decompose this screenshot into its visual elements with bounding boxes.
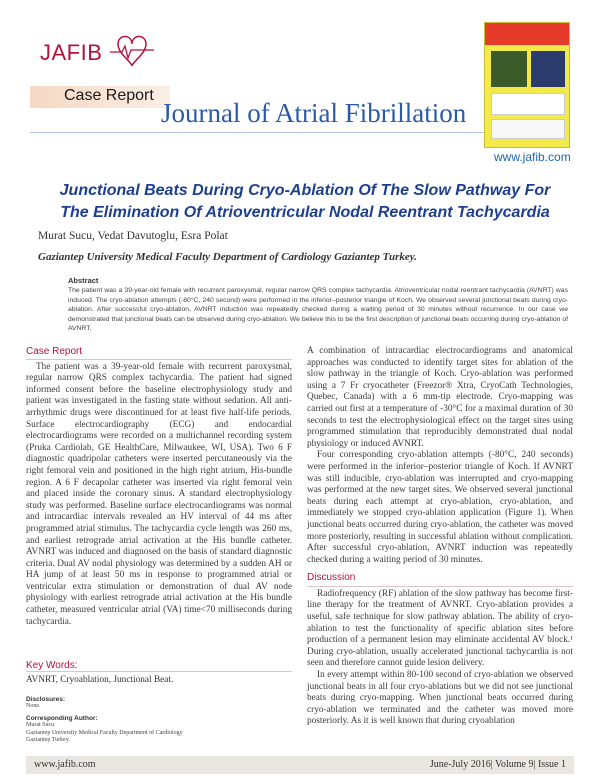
affiliation: Gaziantep University Medical Faculty Department of Cardiology Gaziantep Turkey. <box>38 251 417 263</box>
discussion-divider <box>307 586 573 587</box>
body-paragraph-3: Radiofrequency (RF) ablation of the slow pathway has become first-line therapy for the treatment of AVNRT. Cryo-ablation provides a useful, safe technique for slow pathway ablation. The ability of cryo-ablation to test the functionality of specific ablation sites before production of a permanent lesion may eliminate accidental AV block.¹ During cryo-ablation, usually accelerated junctional tachycardia is not seen and therefore cannot guide lesion delivery. <box>307 588 573 669</box>
header-divider <box>30 132 505 133</box>
corresponding-city: Gaziantep Turkey. <box>26 737 70 744</box>
cover-image-4 <box>491 119 565 139</box>
journal-cover-thumbnail <box>484 22 570 148</box>
disclosures-text: None. <box>26 703 41 710</box>
right-column <box>307 346 573 728</box>
journal-logo <box>38 28 158 78</box>
section-divider <box>26 359 292 360</box>
corresponding-name: Murat Sucu <box>26 722 55 729</box>
case-report-heading: Case Report <box>26 346 83 357</box>
logo-text: JAFIB <box>40 40 103 65</box>
left-column <box>26 346 292 628</box>
cover-image-1 <box>491 51 527 87</box>
cover-image-2 <box>531 51 565 87</box>
body-paragraph-2: Four corresponding cryo-ablation attempts (-80°C, 240 seconds) were performed in the inferior–posterior triangle of Koch. If AVNRT was still inducible, cryo-ablation was interrupted and cryo-mapping was performed at the new target sites. We observed several junctional beats during each attempt at cryo-ablation, cryo-ablation, and immediately we stopped cryo-ablation application (Figure 1). When junctional beats occurred during cryo-ablation, the catheter was moved more posteriorly, resulting in successful ablation without complication. After successful cryo-ablation, AVNRT induction was repeatedly checked during a waiting period of 30 minutes. <box>307 450 573 565</box>
article-type-tag <box>30 86 170 108</box>
keywords-heading: Key Words: <box>26 660 78 671</box>
footer-issue-info: June-July 2016| Volume 9| Issue 1 <box>429 759 566 770</box>
keywords-section <box>26 660 292 685</box>
abstract-heading: Abstract <box>68 276 99 285</box>
journal-title: Journal of Atrial Fibrillation <box>161 98 467 128</box>
header-site-link[interactable]: www.jafib.com <box>494 150 571 164</box>
corresponding-heading: Corresponding Author: <box>26 714 98 722</box>
keywords-text: AVNRT, Cryoablation, Junctional Beat. <box>26 675 174 685</box>
case-report-text: The patient was a 39-year-old female with recurrent paroxysmal, regular narrow QRS complex tachycardia. The patient had signed informed consent before the baseline electrophysiology study and patient was investigated in the fasting state without sedation. All anti-arrhythmic drugs were discontinued for at least five half-life periods. Surface electrocardiography (ECG) and endocardial electrocardiograms were recorded on a multichannel recording system (Pruka Cardiolab, GE HealthCare, Milwaukee, WI, USA). Two 6 F diagnostic quadripolar catheters were inserted percutaneously via the right femoral vein and positioned in the high right atrium, His-bundle region. A 6 F decapolar catheter was inserted via right femoral vein and placed inside the coronary sinus. A standard electrophysiology study was performed. Baseline surface electrocardiograms was normal and intracardiac intervals revealed an HV interval of 44 ms after programmed atrial stimulus. The tachycardia cycle length was 260 ms, and earliest retrograde atrial activation at the His bundle catheter. AVNRT was induced and diagnosed on the basis of standard diagnostic criteria. Dual AV nodal physiology was determined by a sudden AH or HA jump of at least 50 ms in response to programmed atrial or ventricular extra stimulation or demonstration of dual AV node physiology with earliest retrograde atrial activation at the His bundle catheter, measured ventricular atrial (VA) time<70 milliseconds during tachycardia. <box>26 361 292 627</box>
article-title-line-2: The Elimination Of Atrioventricular Nodal Reentrant Tachycardia <box>60 204 550 221</box>
page-footer <box>26 756 574 774</box>
heart-icon <box>108 30 156 70</box>
keywords-divider <box>26 671 292 672</box>
article-title-line-1: Junctional Beats During Cryo-Ablation Of The Slow Pathway For <box>59 182 551 199</box>
footer-site-link[interactable]: www.jafib.com <box>34 759 96 770</box>
body-paragraph-1: A combination of intracardiac electrocardiograms and anatomical approaches was conducted to identify target sites for ablation of the slow pathway in the triangle of Koch. Cryo-ablation was performed using a 7 Fr cryocatheter (Freezor® Xtra, CryoCath Technologies, Quebec, Canada) with a 6 mm-tip electrode. Cryo-mapping was carried out first at a temperature of -30°C for a maximal duration of 30 seconds to test the electrophysiological effect on the target sites using programmed stimulation that reproducibly demonstrated dual nodal physiology or induced AVNRT. <box>307 346 573 449</box>
corresponding-affiliation: Gaziantep University Medical Faculty Department of Cardiology <box>26 729 183 736</box>
cover-banner <box>485 23 570 45</box>
article-type-label: Case Report <box>64 87 154 104</box>
body-paragraph-4: In every attempt within 80-100 second of cryo-ablation we observed junctional beats in all four cryo-ablations but we did not see junctional beats during cryo-mapping. When junctional beats occurred during cryo-ablation we terminated and the catheter was moved more posteriorly. As it is well known that during cryoablation <box>307 670 573 727</box>
authors: Murat Sucu, Vedat Davutoglu, Esra Polat <box>38 230 228 242</box>
disclosures-heading: Disclosures: <box>26 696 66 703</box>
disclosures-section <box>26 696 292 744</box>
abstract-text: The patient was a 39-year-old female with recurrent paroxysmal, regular narrow QRS complex tachycardia. Atrioventricular nodal reentrant tachycardia (AVNRT) was induced. The cryo-ablation attempts (-80°C, 240 second) were performed in the inferior–posterior triangle of Koch. We observed several junctional beats during cryo-ablation. After successful cryo-ablation, AVNRT induction was repeatedly checked during a waiting period of 30 minutes without recurrence. In our case we demonstrated that junctional beats can be observed during cryo-ablation. We believe this to be the first description of junctional beats occurring during cryo-ablation of AVNRT. <box>68 287 568 333</box>
discussion-heading: Discussion <box>307 572 356 584</box>
cover-image-3 <box>491 93 565 115</box>
article-title <box>50 180 560 224</box>
abstract <box>50 276 570 338</box>
